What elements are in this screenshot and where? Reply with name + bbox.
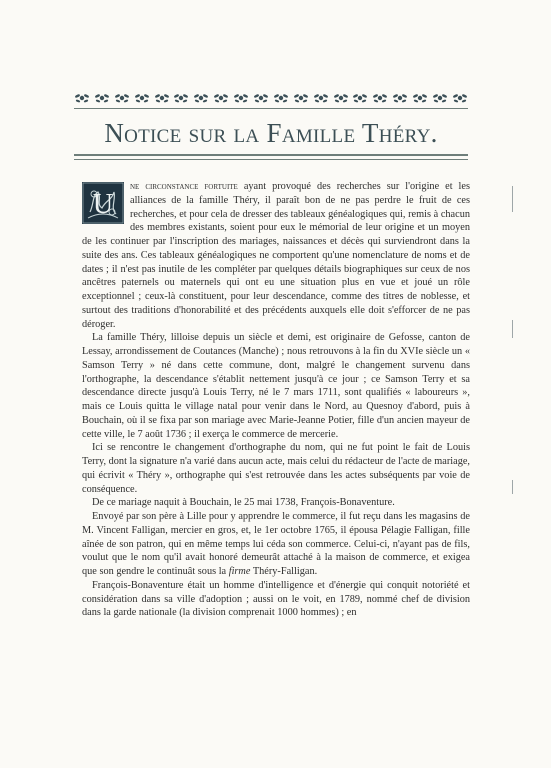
body-text [82,180,470,620]
fleuron-icon [293,92,309,104]
fleuron-icon [352,92,368,104]
fleuron-icon [74,92,90,104]
margin-mark [512,320,513,338]
margin-mark [512,480,513,494]
fleuron-icon [154,92,170,104]
fleuron-icon [134,92,150,104]
fleuron-icon [233,92,249,104]
paragraph-3: Ici se rencontre le changement d'orthographe du nom, qui ne fut point le fait de Louis Terry, dont la signature n'a varié dans aucun acte, mais celui du rédacteur de l'acte de mariage, qui écrivit « Théry », orthographe qui s'est retrouvée dans les actes subséquents par voie de conséquence. [82,442,470,495]
paragraph-1-lead: ne circonstance fortuite [130,181,238,192]
paragraph-6: François-Bonaventure était un homme d'intelligence et d'énergie qui conquit notoriété et considération dans sa ville d'adoption ; aussi on le voit, en 1789, nommé chef de division dans la garde nationale (la division comprenait 1000 hommes) ; en [82,579,470,619]
fleuron-icon [193,92,209,104]
fleuron-icon [432,92,448,104]
fleuron-icon [213,92,229,104]
fleuron-icon [114,92,130,104]
paragraph-5-emph: firme [228,566,251,577]
ornament-band [74,92,468,104]
fleuron-icon [392,92,408,104]
paragraph-5-tail: Théry-Falligan. [250,566,318,577]
fleuron-icon [372,92,388,104]
fleuron-icon [452,92,468,104]
fleuron-icon [173,92,189,104]
paragraph-5 [82,510,470,579]
paragraph-2: La famille Théry, lilloise depuis un siècle et demi, est originaire de Gefosse, canton de Lessay, arrondissement de Coutances (Manche) ; nous retrouvons à la fin du XVIe siècle un « Samson Terry » né dans cette commune, dont, malgré le changement survenu dans l'orthographe, la descendance s'établit nettement jusqu'à ce jour ; ce Samson Terry et sa descendance directe jusqu'à Louis Terry, né le 7 mars 1711, sont qualifiés « laboureurs », mais ce Louis quitta le village natal pour venir dans le Nord, au Quesnoy d'abord, puis à Bouchain, où il se fixa par son mariage avec Marie-Jeanne Potier, fille d'un ancien mayeur de cette ville, le 7 août 1736 ; il exerça le commerce de mercerie. [82,332,470,440]
paragraph-1 [82,180,470,331]
margin-mark [512,186,513,212]
fleuron-icon [412,92,428,104]
fleuron-icon [253,92,269,104]
top-rule [74,108,468,109]
fleuron-icon [333,92,349,104]
floral-initial-icon [82,182,124,224]
fleuron-icon [94,92,110,104]
svg-text:U: U [92,189,114,220]
title-rule-thick [74,154,468,156]
title-rule-thin [74,159,468,160]
paragraph-5-text: Envoyé par son père à Lille pour y apprendre le commerce, il fut reçu dans les magasins de M. Vincent Falligan, mercier en gros, et, le 1er octobre 1765, il épousa Pélagie Falligan, fille aînée de son patron, qui en même temps lui céda son commerce. Celui-ci, n'ayant pas de fils, voulut que le nom qu'il avait honoré demeurât attaché à la maison de commerce, et exigea que son gendre le continuât sous la [82,511,470,577]
paragraph-1-text: ayant provoqué des recherches sur l'origine et les alliances de la famille Théry, il paraît bon de ne pas perdre le fruit de ces recherches, et pour cela de dresser des tableaux généalogiques qui, remis à chacun des membres existants, soient pour eux le mémorial de leur origine et un moyen de les continuer par l'inscription des mariages, naissances et décès qui surviendront dans la suite des ans. Ces tableaux généalogiques ne comportent qu'une nomenclature de noms et de dates ; il n'est pas inutile de les compléter par quelques détails biographiques sur ceux de nos ancêtres paternels ou maternels qui ont eu une situation plus en vue et joué un rôle exceptionnel ; ceux-là constituent, pour leur descendance, comme des titres de noblesse, et surtout des traditions d'honorabilité et des précédents auxquels elle doit s'efforcer de ne pas déroger. [82,181,470,330]
paragraph-4: De ce mariage naquit à Bouchain, le 25 mai 1738, François-Bonaventure. [92,497,395,509]
page-title: Notice sur la Famille Théry. [104,118,438,148]
fleuron-icon [273,92,289,104]
fleuron-icon [313,92,329,104]
